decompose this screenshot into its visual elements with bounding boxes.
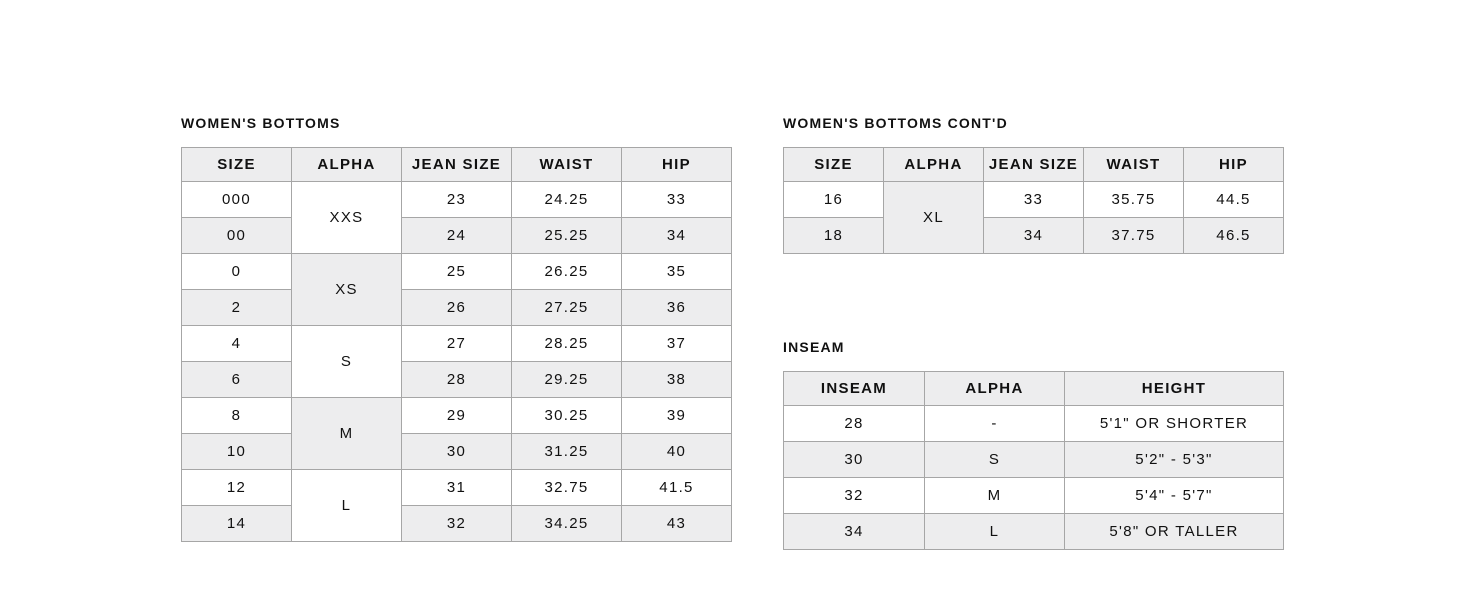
- hip-cell: 38: [622, 362, 732, 398]
- table-row: [182, 434, 732, 470]
- alpha-cell: S: [925, 442, 1065, 478]
- waist-cell: 29.25: [512, 362, 622, 398]
- size-cell: 8: [182, 398, 292, 434]
- table-row: [784, 514, 1284, 550]
- size-cell: 00: [182, 218, 292, 254]
- inseam-section: [783, 339, 1284, 550]
- waist-cell: 28.25: [512, 326, 622, 362]
- table-row: [784, 182, 1284, 218]
- table-header-row: [182, 148, 732, 182]
- jean-size-cell: 29: [402, 398, 512, 434]
- jean-size-cell: 24: [402, 218, 512, 254]
- table-row: [182, 290, 732, 326]
- jean-size-cell: 33: [984, 182, 1084, 218]
- column-header: ALPHA: [292, 148, 402, 182]
- table-row: [182, 506, 732, 542]
- column-header: WAIST: [512, 148, 622, 182]
- size-cell: 12: [182, 470, 292, 506]
- table-row: [182, 362, 732, 398]
- column-header: JEAN SIZE: [984, 148, 1084, 182]
- waist-cell: 30.25: [512, 398, 622, 434]
- size-chart-table: [783, 147, 1284, 254]
- table-row: [182, 470, 732, 506]
- waist-cell: 24.25: [512, 182, 622, 218]
- size-cell: 0: [182, 254, 292, 290]
- size-cell: 000: [182, 182, 292, 218]
- table-row: [784, 218, 1284, 254]
- jean-size-cell: 26: [402, 290, 512, 326]
- section-title: INSEAM: [783, 339, 845, 355]
- inseam-cell: 34: [784, 514, 925, 550]
- alpha-cell: XS: [292, 254, 402, 326]
- waist-cell: 34.25: [512, 506, 622, 542]
- column-header: ALPHA: [884, 148, 984, 182]
- waist-cell: 37.75: [1084, 218, 1184, 254]
- table-row: [182, 326, 732, 362]
- inseam-cell: 32: [784, 478, 925, 514]
- column-header: INSEAM: [784, 372, 925, 406]
- jean-size-cell: 27: [402, 326, 512, 362]
- column-header: HIP: [1184, 148, 1284, 182]
- alpha-cell: XXS: [292, 182, 402, 254]
- waist-cell: 25.25: [512, 218, 622, 254]
- table-row: [182, 182, 732, 218]
- column-header: HIP: [622, 148, 732, 182]
- size-cell: 14: [182, 506, 292, 542]
- size-cell: 6: [182, 362, 292, 398]
- hip-cell: 34: [622, 218, 732, 254]
- hip-cell: 33: [622, 182, 732, 218]
- jean-size-cell: 32: [402, 506, 512, 542]
- table-header-row: [784, 372, 1284, 406]
- height-cell: 5'4" - 5'7": [1065, 478, 1284, 514]
- alpha-cell: M: [292, 398, 402, 470]
- womens-bottoms-contd-section: [783, 115, 1284, 254]
- waist-cell: 32.75: [512, 470, 622, 506]
- inseam-cell: 28: [784, 406, 925, 442]
- size-cell: 10: [182, 434, 292, 470]
- hip-cell: 40: [622, 434, 732, 470]
- height-cell: 5'2" - 5'3": [1065, 442, 1284, 478]
- table-header-row: [784, 148, 1284, 182]
- section-title: WOMEN'S BOTTOMS CONT'D: [783, 115, 1008, 131]
- alpha-cell: S: [292, 326, 402, 398]
- height-cell: 5'1" OR SHORTER: [1065, 406, 1284, 442]
- size-chart-table: [181, 147, 732, 542]
- table-row: [784, 442, 1284, 478]
- waist-cell: 26.25: [512, 254, 622, 290]
- table-row: [784, 406, 1284, 442]
- size-cell: 18: [784, 218, 884, 254]
- hip-cell: 39: [622, 398, 732, 434]
- hip-cell: 41.5: [622, 470, 732, 506]
- section-title: WOMEN'S BOTTOMS: [181, 115, 341, 131]
- column-header: ALPHA: [925, 372, 1065, 406]
- table-row: [182, 218, 732, 254]
- jean-size-cell: 30: [402, 434, 512, 470]
- size-cell: 2: [182, 290, 292, 326]
- alpha-cell: M: [925, 478, 1065, 514]
- hip-cell: 35: [622, 254, 732, 290]
- waist-cell: 31.25: [512, 434, 622, 470]
- jean-size-cell: 34: [984, 218, 1084, 254]
- size-cell: 4: [182, 326, 292, 362]
- jean-size-cell: 31: [402, 470, 512, 506]
- table-row: [182, 254, 732, 290]
- column-header: SIZE: [784, 148, 884, 182]
- alpha-cell: L: [925, 514, 1065, 550]
- table-row: [784, 478, 1284, 514]
- alpha-cell: -: [925, 406, 1065, 442]
- waist-cell: 27.25: [512, 290, 622, 326]
- hip-cell: 46.5: [1184, 218, 1284, 254]
- column-header: WAIST: [1084, 148, 1184, 182]
- column-header: HEIGHT: [1065, 372, 1284, 406]
- height-cell: 5'8" OR TALLER: [1065, 514, 1284, 550]
- hip-cell: 36: [622, 290, 732, 326]
- alpha-cell: L: [292, 470, 402, 542]
- womens-bottoms-section: [181, 115, 732, 542]
- inseam-cell: 30: [784, 442, 925, 478]
- hip-cell: 43: [622, 506, 732, 542]
- column-header: SIZE: [182, 148, 292, 182]
- alpha-cell: XL: [884, 182, 984, 254]
- jean-size-cell: 25: [402, 254, 512, 290]
- jean-size-cell: 28: [402, 362, 512, 398]
- hip-cell: 37: [622, 326, 732, 362]
- column-header: JEAN SIZE: [402, 148, 512, 182]
- hip-cell: 44.5: [1184, 182, 1284, 218]
- size-cell: 16: [784, 182, 884, 218]
- table-row: [182, 398, 732, 434]
- waist-cell: 35.75: [1084, 182, 1184, 218]
- jean-size-cell: 23: [402, 182, 512, 218]
- inseam-table: [783, 371, 1284, 550]
